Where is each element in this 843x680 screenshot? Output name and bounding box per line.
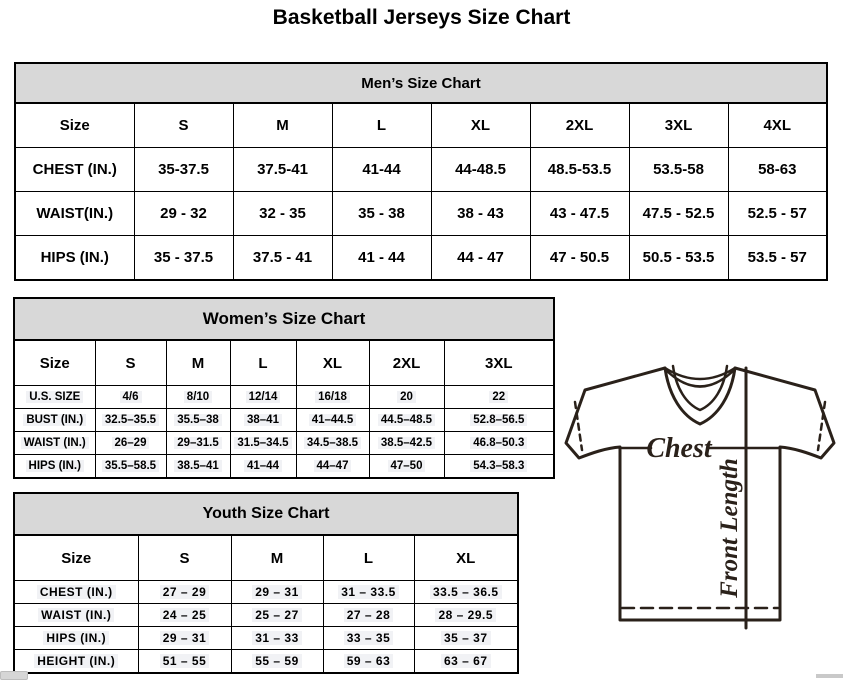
size-cell: 20	[369, 386, 444, 409]
size-cell: 41-44	[332, 148, 431, 192]
size-cell: 22	[444, 386, 554, 409]
size-cell: 53.5-58	[629, 148, 728, 192]
size-cell: 31 – 33.5	[323, 581, 414, 604]
size-cell: 29 – 31	[138, 627, 231, 650]
column-header: Size	[14, 340, 95, 386]
size-cell: 31 – 33	[231, 627, 323, 650]
size-cell: 26–29	[95, 432, 166, 455]
row-label: WAIST(IN.)	[15, 192, 134, 236]
front-length-label: Front Length	[716, 458, 743, 598]
size-cell: 44 - 47	[431, 236, 530, 281]
size-cell: 38.5–41	[166, 455, 230, 479]
row-label: WAIST (IN.)	[14, 432, 95, 455]
womens-column-header-row	[14, 340, 554, 386]
size-cell: 34.5–38.5	[296, 432, 369, 455]
size-cell: 32.5–35.5	[95, 409, 166, 432]
size-cell: 50.5 - 53.5	[629, 236, 728, 281]
column-header: L	[332, 103, 431, 148]
page-title: Basketball Jerseys Size Chart	[272, 6, 571, 29]
size-cell: 27 – 29	[138, 581, 231, 604]
size-cell: 46.8–50.3	[444, 432, 554, 455]
size-cell: 31.5–34.5	[230, 432, 296, 455]
jersey-measurement-diagram-icon	[556, 356, 843, 636]
size-cell: 38.5–42.5	[369, 432, 444, 455]
row-label: HIPS (IN.)	[14, 455, 95, 479]
size-cell: 63 – 67	[414, 650, 518, 674]
size-cell: 44–47	[296, 455, 369, 479]
table-row	[14, 386, 554, 409]
column-header: S	[134, 103, 233, 148]
size-cell: 41–44.5	[296, 409, 369, 432]
table-row	[14, 650, 518, 674]
row-label: WAIST (IN.)	[14, 604, 138, 627]
column-header: S	[138, 535, 231, 581]
size-cell: 16/18	[296, 386, 369, 409]
size-cell: 29 - 32	[134, 192, 233, 236]
row-label: BUST (IN.)	[14, 409, 95, 432]
size-cell: 38 - 43	[431, 192, 530, 236]
column-header: XL	[296, 340, 369, 386]
size-cell: 8/10	[166, 386, 230, 409]
column-header: L	[230, 340, 296, 386]
column-header: S	[95, 340, 166, 386]
mens-chart-title: Men’s Size Chart	[15, 63, 827, 103]
column-header: Size	[14, 535, 138, 581]
size-cell: 4/6	[95, 386, 166, 409]
youth-chart-title: Youth Size Chart	[14, 493, 518, 535]
womens-chart-title: Women’s Size Chart	[14, 298, 554, 340]
size-cell: 37.5 - 41	[233, 236, 332, 281]
row-label: CHEST (IN.)	[15, 148, 134, 192]
row-label: HEIGHT (IN.)	[14, 650, 138, 674]
size-cell: 44-48.5	[431, 148, 530, 192]
womens-size-chart-table	[13, 297, 555, 479]
size-cell: 44.5–48.5	[369, 409, 444, 432]
size-cell: 47 - 50.5	[530, 236, 629, 281]
column-header: XL	[431, 103, 530, 148]
horizontal-scrollbar-thumb-right[interactable]	[816, 674, 843, 678]
size-cell: 29 – 31	[231, 581, 323, 604]
column-header: 3XL	[444, 340, 554, 386]
size-cell: 35 - 37.5	[134, 236, 233, 281]
size-cell: 55 – 59	[231, 650, 323, 674]
column-header: 2XL	[369, 340, 444, 386]
jersey-outline	[566, 368, 834, 620]
size-cell: 12/14	[230, 386, 296, 409]
size-cell: 25 – 27	[231, 604, 323, 627]
column-header: 2XL	[530, 103, 629, 148]
row-label: HIPS (IN.)	[15, 236, 134, 281]
chest-label: Chest	[646, 433, 712, 464]
size-cell: 33.5 – 36.5	[414, 581, 518, 604]
size-cell: 37.5-41	[233, 148, 332, 192]
column-header: M	[231, 535, 323, 581]
size-cell: 47–50	[369, 455, 444, 479]
size-cell: 29–31.5	[166, 432, 230, 455]
youth-size-chart-table	[13, 492, 519, 674]
jersey-collar-inner	[673, 366, 727, 410]
size-cell: 27 – 28	[323, 604, 414, 627]
row-label: U.S. SIZE	[14, 386, 95, 409]
table-row	[14, 604, 518, 627]
table-row	[14, 432, 554, 455]
size-cell: 32 - 35	[233, 192, 332, 236]
row-label: CHEST (IN.)	[14, 581, 138, 604]
column-header: 3XL	[629, 103, 728, 148]
table-row	[14, 627, 518, 650]
size-cell: 53.5 - 57	[728, 236, 827, 281]
size-cell: 47.5 - 52.5	[629, 192, 728, 236]
row-label: HIPS (IN.)	[14, 627, 138, 650]
column-header: M	[166, 340, 230, 386]
size-cell: 43 - 47.5	[530, 192, 629, 236]
size-cell: 35 – 37	[414, 627, 518, 650]
size-cell: 35.5–58.5	[95, 455, 166, 479]
table-row	[15, 192, 827, 236]
youth-column-header-row	[14, 535, 518, 581]
size-cell: 35 - 38	[332, 192, 431, 236]
mens-size-chart-table	[14, 62, 828, 281]
column-header: Size	[15, 103, 134, 148]
table-row	[15, 148, 827, 192]
table-row	[14, 581, 518, 604]
table-row	[15, 236, 827, 281]
column-header: M	[233, 103, 332, 148]
size-cell: 52.5 - 57	[728, 192, 827, 236]
size-cell: 28 – 29.5	[414, 604, 518, 627]
mens-column-header-row	[15, 103, 827, 148]
size-cell: 24 – 25	[138, 604, 231, 627]
column-header: XL	[414, 535, 518, 581]
column-header: 4XL	[728, 103, 827, 148]
size-cell: 52.8–56.5	[444, 409, 554, 432]
size-cell: 48.5-53.5	[530, 148, 629, 192]
size-cell: 54.3–58.3	[444, 455, 554, 479]
size-cell: 58-63	[728, 148, 827, 192]
size-cell: 41 - 44	[332, 236, 431, 281]
size-cell: 51 – 55	[138, 650, 231, 674]
size-cell: 38–41	[230, 409, 296, 432]
size-cell: 41–44	[230, 455, 296, 479]
size-cell: 35-37.5	[134, 148, 233, 192]
size-cell: 35.5–38	[166, 409, 230, 432]
size-cell: 59 – 63	[323, 650, 414, 674]
table-row	[14, 409, 554, 432]
table-row	[14, 455, 554, 479]
column-header: L	[323, 535, 414, 581]
size-cell: 33 – 35	[323, 627, 414, 650]
